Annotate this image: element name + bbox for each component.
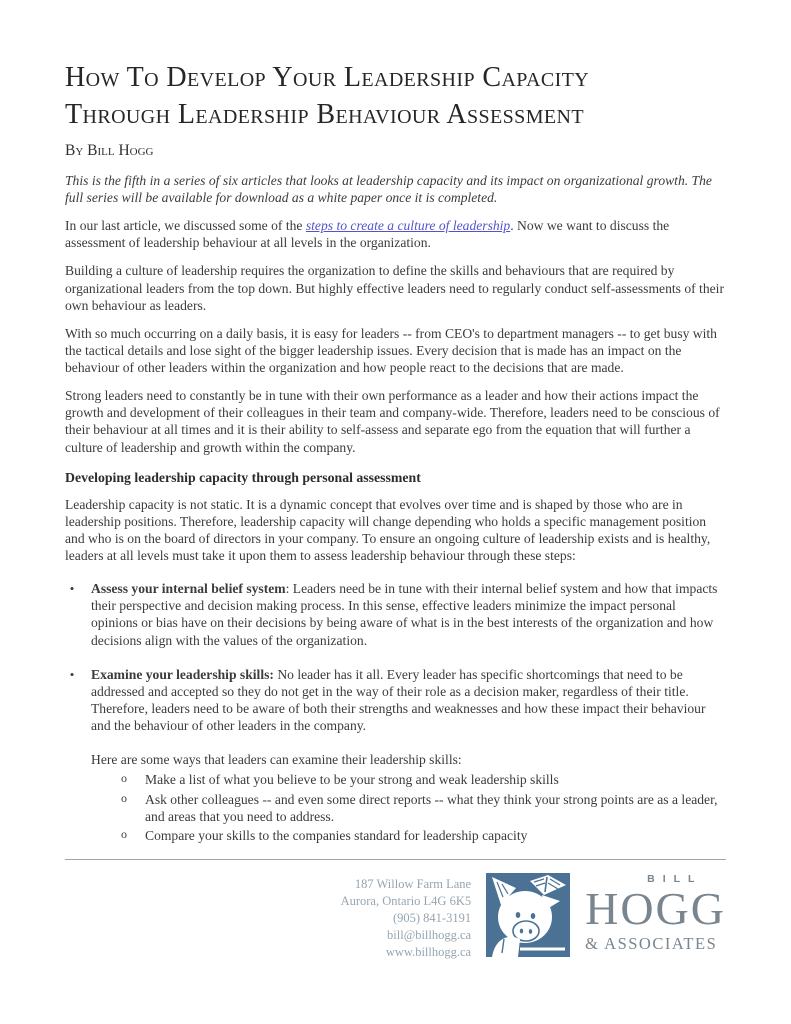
- bullet-paragraph: [91, 666, 726, 735]
- footer: [65, 873, 726, 961]
- list-item: [65, 666, 726, 735]
- paragraph-daily-basis: With so much occurring on a daily basis, it is easy for leaders -- from CEO's to department managers -- to get busy with the tactical details and lose sight of the bigger leadership issues. Every decision that is made has an impact on the behaviour of other leaders within the organization and how people react to the decisions that are made.: [65, 325, 717, 376]
- sub-bullet-list: [65, 771, 726, 845]
- byline: By Bill Hogg: [65, 141, 154, 159]
- paragraph-building-culture: Building a culture of leadership requires the organization to define the skills and behaviours that are required by organizational leaders from the top down. But highly effective leaders need to regularly conduct self-assessments of their own behaviour as leaders.: [65, 263, 724, 313]
- list-item: [121, 771, 726, 788]
- bullet-icon: •: [69, 666, 75, 682]
- footer-divider: [65, 859, 726, 860]
- sub-bullet-text: Compare your skills to the companies standard for leadership capacity: [145, 828, 528, 844]
- bill-hogg-wordmark: [585, 873, 726, 953]
- circle-bullet-icon: o: [121, 827, 127, 842]
- logo-bill-text: BILL: [647, 872, 703, 885]
- contact-block: [341, 873, 472, 961]
- article-title-line1: How To Develop Your Leadership Capacity: [65, 62, 590, 93]
- bullet-text: Leaders need be in tune with their internal belief system and how that impacts their perspective and decision making process. In this sense, effective leaders minimize the impact personal opinions or bias have on their decisions by being aware of what is in the best interests of the organization and how decisions align with the values of the organization.: [91, 581, 718, 648]
- circle-bullet-icon: o: [121, 771, 127, 786]
- article-title-line2: Through Leadership Behaviour Assessment: [65, 98, 584, 130]
- main-bullet-list: [65, 580, 726, 734]
- contact-phone: (905) 841-3191: [392, 910, 472, 925]
- paragraph-capacity-not-static: Leadership capacity is not static. It is a dynamic concept that evolves over time and is shaped by those who are in leadership positions. Therefore, leadership capacity will change depending who holds a specific management position and who is on the board of directors in your company. To ensure an ongoing culture of leadership exists and is healthy, leaders at all levels must take it upon them to assess leadership behaviour through these steps:: [65, 496, 711, 564]
- bullet-icon: •: [69, 581, 75, 597]
- contact-address-line1: 187 Willow Farm Lane: [354, 876, 472, 891]
- hogg-pig-logo-icon: [486, 873, 570, 957]
- circle-bullet-icon: o: [121, 790, 127, 805]
- culture-of-leadership-link[interactable]: steps to create a culture of leadership: [305, 218, 511, 234]
- sub-bullet-text: Ask other colleagues -- and even some direct reports -- what they think your strong points are as a leader, and areas that you need to address.: [145, 791, 718, 825]
- list-item: [121, 827, 726, 844]
- logo-associates-text: & ASSOCIATES: [585, 934, 718, 954]
- section-heading: Developing leadership capacity through personal assessment: [65, 469, 421, 485]
- bullet-separator: :: [285, 581, 293, 597]
- contact-website: www.billhogg.ca: [385, 944, 472, 959]
- series-note: This is the fifth in a series of six articles that looks at leadership capacity and its impact on organizational growth. The full series will be available for download as a white paper once it is completed.: [65, 172, 712, 206]
- contact-email: bill@billhogg.ca: [387, 927, 472, 942]
- bullet-lead: Assess your internal belief system: [91, 581, 286, 597]
- bullet-text: No leader has it all. Every leader has specific shortcomings that need to be addressed and accepted so they do not get in the way of their role as a decision maker, regardless of their title. Therefore, leaders need to be aware of both their strengths and weaknesses and how these impact their behaviour and the behaviour of other leaders in the company.: [91, 666, 706, 734]
- bullet-lead: Examine your leadership skills:: [91, 666, 274, 682]
- paragraph-strong-leaders: Strong leaders need to constantly be in tune with their own performance as a leader and how their actions impact the growth and development of their colleagues in their team and company-wide. Therefore, leaders need to be conscious of their behaviour at all times and it is their ability to self-assess and separate ego from the equation that will further a culture of leadership and growth within the company.: [65, 388, 720, 455]
- list-item: [65, 580, 726, 649]
- link-paragraph-before: In our last article, we discussed some of the: [65, 218, 306, 234]
- sub-bullet-text: Make a list of what you believe to be your strong and weak leadership skills: [145, 772, 559, 788]
- article-title: [65, 60, 726, 134]
- contact-address-line2: Aurora, Ontario L4G 6K5: [340, 893, 472, 908]
- paragraph-last-article: [65, 217, 726, 251]
- logo-hogg-text: HOGG: [585, 883, 726, 935]
- bullet-leadership-skills: [91, 666, 726, 735]
- list-item: [121, 791, 726, 826]
- link-paragraph-after: . Now we want to discuss the assessment of leadership behaviour at all levels in the organization.: [65, 218, 670, 251]
- bullet-belief-system: [91, 580, 726, 649]
- sub-list-intro: Here are some ways that leaders can examine their leadership skills:: [91, 752, 462, 768]
